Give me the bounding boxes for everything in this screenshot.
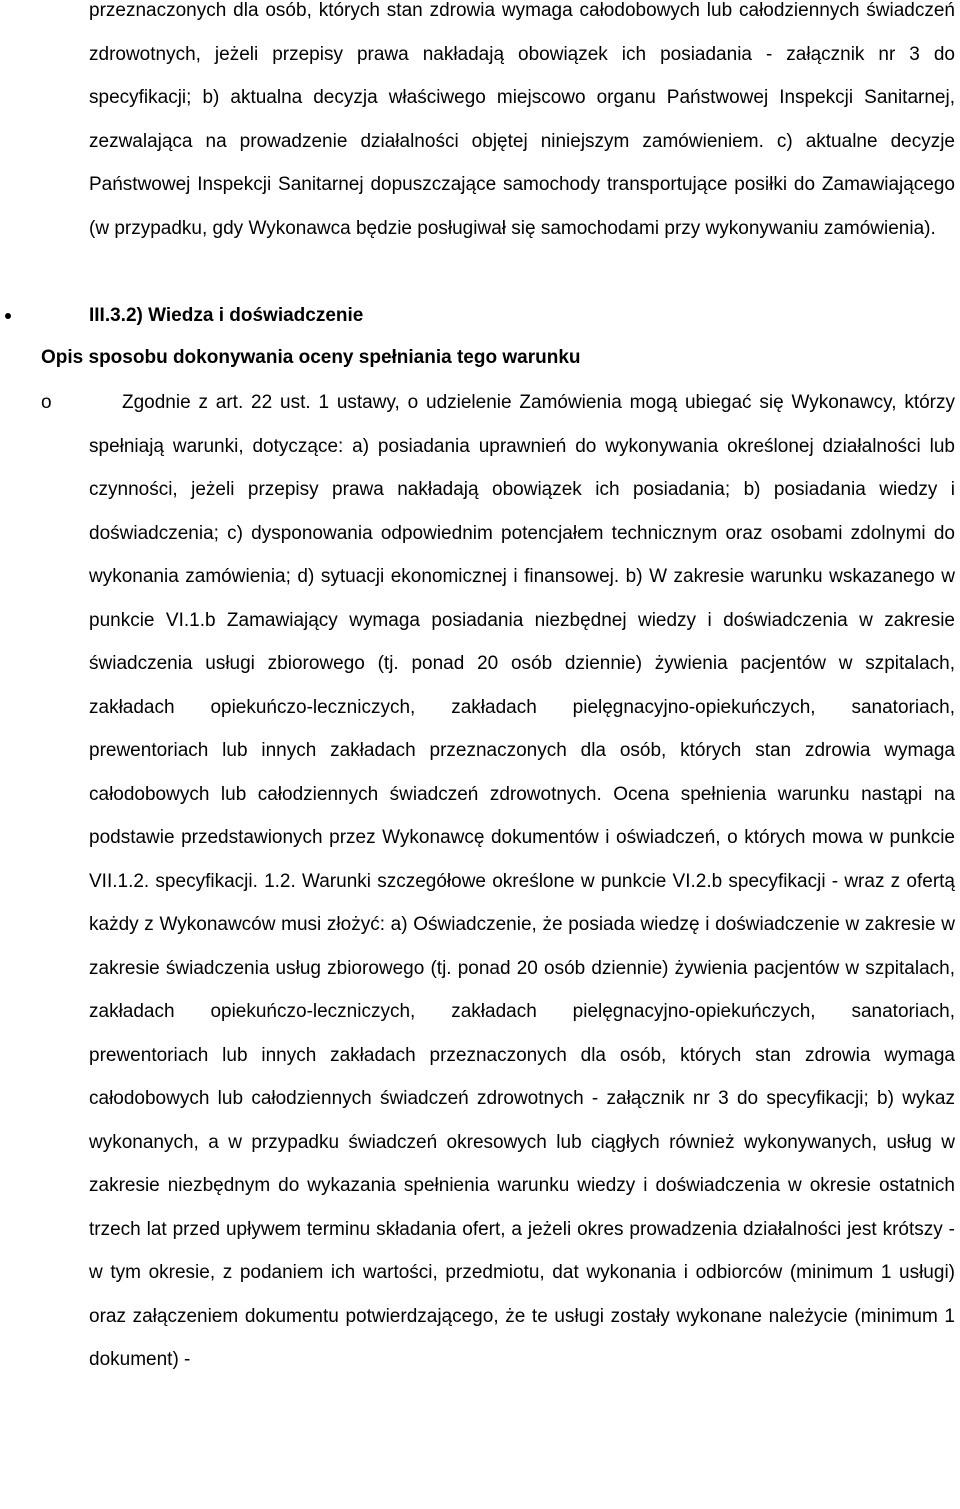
bullet-dot-icon <box>5 313 11 319</box>
section-heading: III.3.2) Wiedza i doświadczenie <box>89 305 364 326</box>
list-bullet: o <box>41 392 52 413</box>
paragraph-main: Zgodnie z art. 22 ust. 1 ustawy, o udzielenie Zamówienia mogą ubiegać się Wykonawcy, którzy spełniają warunki, dotyczące: a) posiadania uprawnień do wykonywania określonej działalności lub czynności, jeżeli przepisy prawa nakładają obowiązek ich posiadania; b) posiadania wiedzy i doświadczenia; c) dysponowania odpowiednim potencjałem technicznym oraz osobami zdolnymi do wykonania zamówienia; d) sytuacji ekonomicznej i finansowej. b) W zakresie warunku wskazanego w punkcie VI.1.b Zamawiający wymaga posiadania niezbędnej wiedzy i doświadczenia w zakresie świadczenia usługi zbiorowego (tj. ponad 20 osób dziennie) żywienia pacjentów w szpitalach, zakładach opiekuńczo-leczniczych, zakładach pielęgnacyjno-opiekuńczych, sanatoriach, prewentoriach lub innych zakładach przeznaczonych dla osób, których stan zdrowia wymaga całodobowych lub całodziennych świadczeń zdrowotnych. Ocena spełnienia warunku nastąpi na podstawie przedstawionych przez Wykonawcę dokumentów i oświadczeń, o których mowa w punkcie VII.1.2. specyfikacji. 1.2. Warunki szczegółowe określone w punkcie VI.2.b specyfikacji - wraz z ofertą każdy z Wykonawców musi złożyć: a) Oświadczenie, że posiada wiedzę i doświadczenie w zakresie w zakresie świadczenia usług zbiorowego (tj. ponad 20 osób dziennie) żywienia pacjentów w szpitalach, zakładach opiekuńczo-leczniczych, zakładach pielęgnacyjno-opiekuńczych, sanatoriach, prewentoriach lub innych zakładach przeznaczonych dla osób, których stan zdrowia wymaga całodobowych lub całodziennych świadczeń zdrowotnych - załącznik nr 3 do specyfikacji; b) wykaz wykonanych, a w przypadku świadczeń okresowych lub ciągłych również wykonywanych, usług w zakresie niezbędnym do wykazania spełnienia warunku wiedzy i doświadczenia w okresie ostatnich trzech lat przed upływem terminu składania ofert, a jeżeli okres prowadzenia działalności jest krótszy - w tym okresie, z podaniem ich wartości, przedmiotu, dat wykonania i odbiorców (minimum 1 usługi) oraz załączeniem dokumentu potwierdzającego, że te usługi zostały wykonane należycie (minimum 1 dokument) - <box>89 392 955 1370</box>
subheading: Opis sposobu dokonywania oceny spełniania tego warunku <box>41 347 581 368</box>
paragraph-continuation: przeznaczonych dla osób, których stan zdrowia wymaga całodobowych lub całodziennych świadczeń zdrowotnych, jeżeli przepisy prawa nakładają obowiązek ich posiadania - załącznik nr 3 do specyfikacji; b) aktualna decyzja właściwego miejscowo organu Państwowej Inspekcji Sanitarnej, zezwalająca na prowadzenie działalności objętej niniejszym zamówieniem. c) aktualne decyzje Państwowej Inspekcji Sanitarnej dopuszczające samochody transportujące posiłki do Zamawiającego (w przypadku, gdy Wykonawca będzie posługiwał się samochodami przy wykonywaniu zamówienia). <box>89 0 955 239</box>
